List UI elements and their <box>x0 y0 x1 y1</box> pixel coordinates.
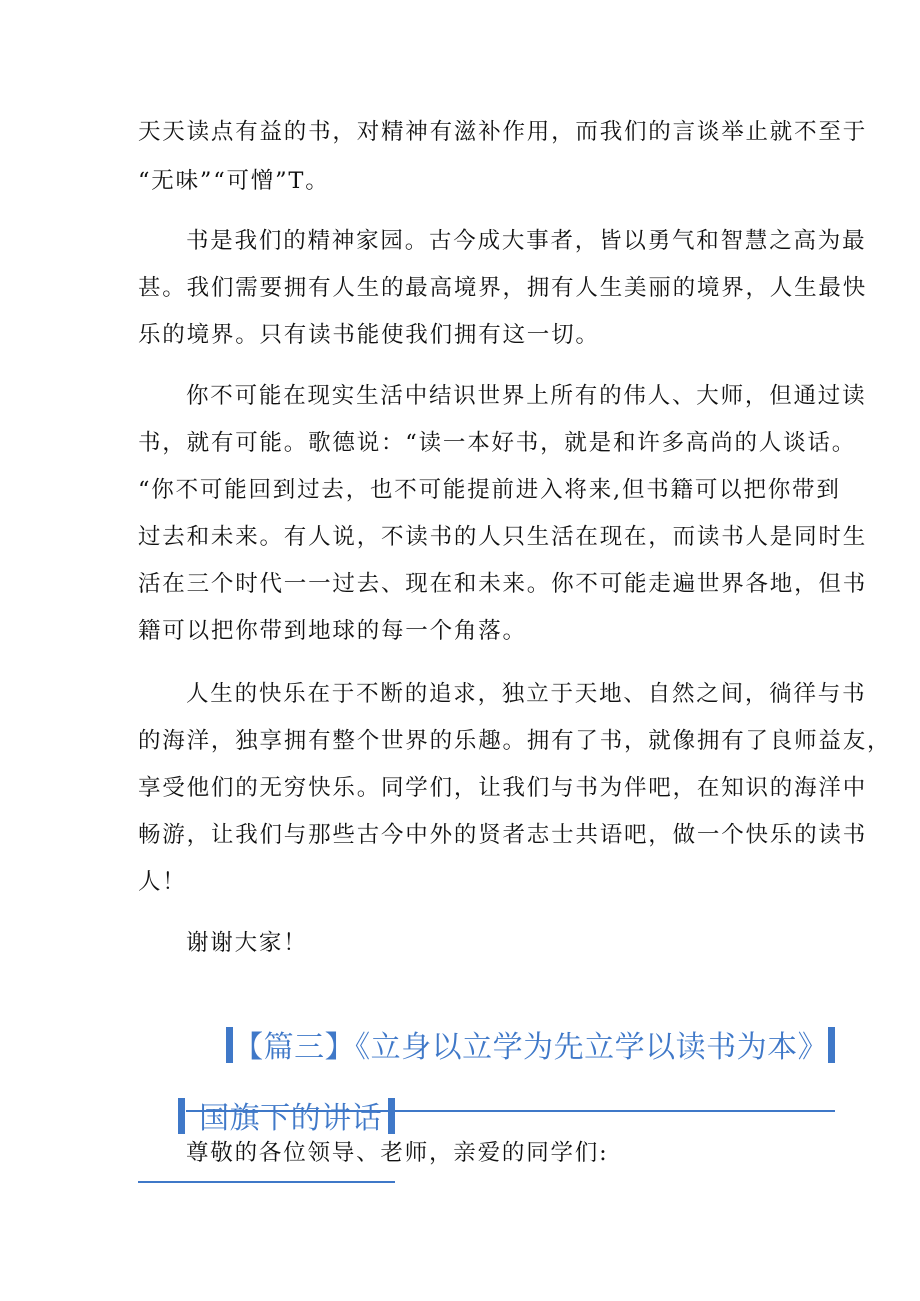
paragraph-2-line-2: 甚。我们需要拥有人生的最高境界，拥有人生美丽的境界，人生最快 <box>138 275 868 301</box>
heading-bar-right <box>828 1027 835 1063</box>
greeting-line: 尊敬的各位领导、老师，亲爱的同学们: <box>186 1140 609 1166</box>
paragraph-4-line-4: 畅游，让我们与那些古今中外的贤者志士共语吧，做一个快乐的读书 <box>138 822 868 848</box>
paragraph-1-line-2: “无味”“可憎”T。 <box>138 168 330 194</box>
paragraph-3-line-2: 书，就有可能。歌德说：“读一本好书，就是和许多高尚的人谈话。 <box>138 430 857 456</box>
heading-bar-right-2 <box>388 1098 395 1134</box>
heading-bar-left-2 <box>178 1098 185 1134</box>
paragraph-3-line-1: 你不可能在现实生活中结识世界上所有的伟人、大师，但通过读 <box>186 383 867 409</box>
heading-text-1: 【篇三】《立身以立学为先立学以读书为本》 <box>233 1030 829 1065</box>
paragraph-4-line-1: 人生的快乐在于不断的追求，独立于天地、自然之间，徜徉与书 <box>186 681 867 707</box>
paragraph-5-line-1: 谢谢大家！ <box>186 930 308 956</box>
paragraph-1-line-1: 天天读点有益的书，对精神有滋补作用，而我们的言谈举止就不至于 <box>138 119 868 145</box>
paragraph-3-line-5: 活在三个时代一一过去、现在和未来。你不可能走遍世界各地，但书 <box>138 571 868 597</box>
paragraph-4-line-3: 享受他们的无穷快乐。同学们，让我们与书为伴吧，在知识的海洋中 <box>138 775 868 801</box>
paragraph-3-line-4: 过去和未来。有人说，不读书的人只生活在现在，而读书人是同时生 <box>138 524 868 550</box>
paragraph-3-line-3: “你不可能回到过去，也不可能提前进入将来,但书籍可以把你带到 <box>138 477 841 503</box>
paragraph-2-line-3: 乐的境界。只有读书能使我们拥有这一切。 <box>138 322 600 348</box>
paragraph-2-line-1: 书是我们的精神家园。古今成大事者，皆以勇气和智慧之高为最 <box>186 228 867 254</box>
paragraph-3-line-6: 籍可以把你带到地球的每一个角落。 <box>138 618 527 644</box>
paragraph-4-line-2: 的海洋，独享拥有整个世界的乐趣。拥有了书，就像拥有了良师益友， <box>138 728 892 754</box>
paragraph-4-line-5: 人！ <box>138 869 187 895</box>
heading-text-2: 国旗下的讲话 <box>199 1101 383 1136</box>
